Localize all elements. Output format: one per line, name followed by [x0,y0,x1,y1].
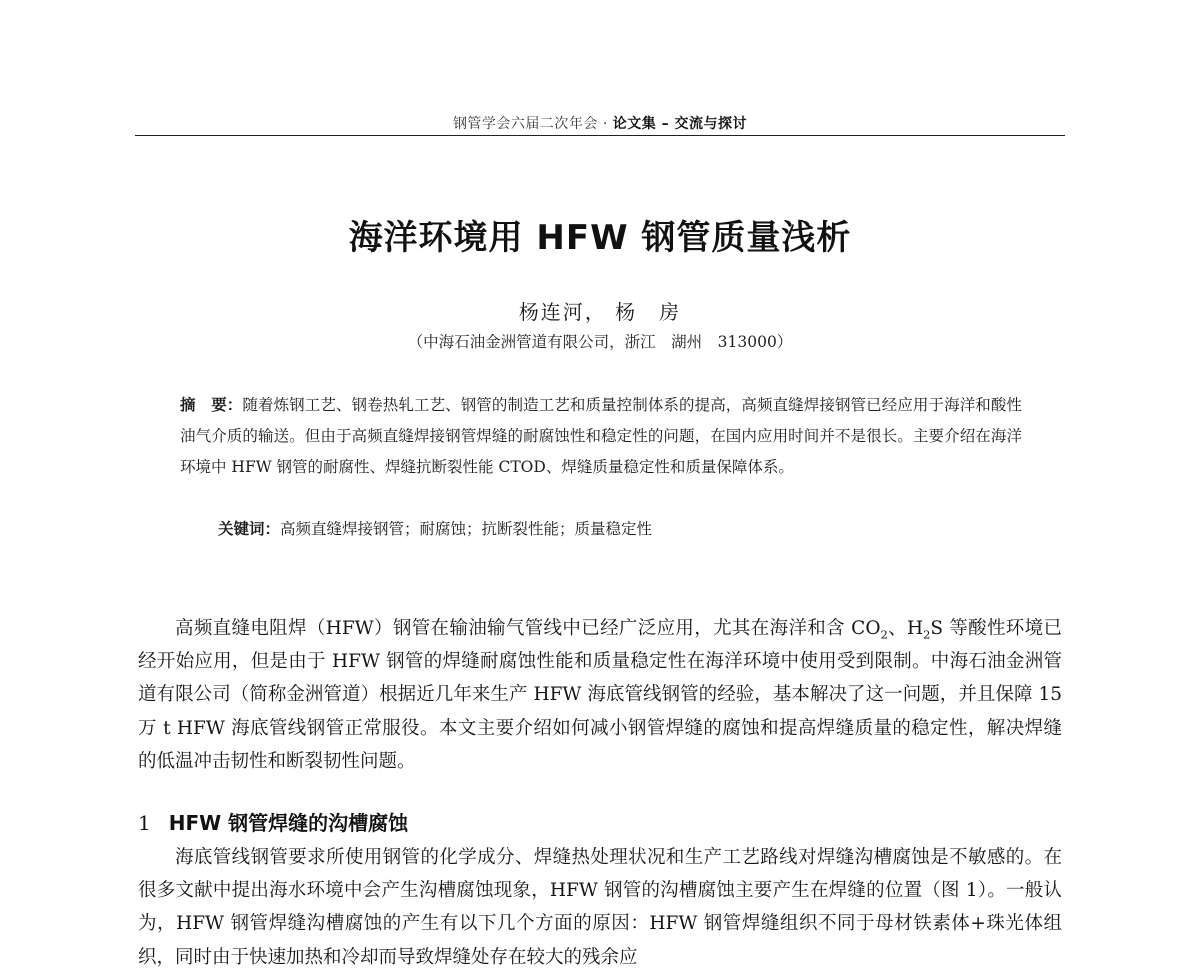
running-header-prefix: 钢管学会六届二次年会 · [452,116,608,132]
abstract-text: 随着炼钢工艺、钢卷热轧工艺、钢管的制造工艺和质量控制体系的提高，高频直缝焊接钢管已经应用于海洋和酸性油气介质的输送。但由于高频直缝焊接钢管焊缝的耐腐蚀性和稳定性的问题，在国内应用时间并不是很长。主要介绍在海洋环境中 HFW 钢管的耐腐性、焊缝抗断裂性能 CTOD、焊缝质量稳定性和质量保障体系。 [180,396,1022,476]
keywords [218,517,1018,539]
intro-text-3: S 等酸性环境已经开始应用，但是由于 HFW 钢管的焊缝耐腐蚀性能和质量稳定性在海洋环境中使用受到限制。中海石油金洲管道有限公司（简称金洲管道）根据近几年来生产 HFW 海底管线钢管的经验，基本解决了这一问题，并且保障 15 万 t HFW 海底管线钢管正常服役。本文主要介绍如何减小钢管焊缝的腐蚀和提高焊缝质量的稳定性，解决焊缝的低温冲击韧性和断裂韧性问题。 [138,618,1062,772]
intro-text-2: 、H [887,618,924,639]
abstract [180,390,1022,483]
section-1-paragraph: 海底管线钢管要求所使用钢管的化学成分、焊缝热处理状况和生产工艺路线对焊缝沟槽腐蚀是不敏感的。在很多文献中提出海水环境中会产生沟槽腐蚀现象，HFW 钢管的沟槽腐蚀主要产生在焊缝的位置（图 1）。一般认为，HFW 钢管焊缝沟槽腐蚀的产生有以下几个方面的原因：HFW 钢管焊缝组织不同于母材铁素体+珠光体组织，同时由于快速加热和冷却而导致焊缝处存在较大的残余应 [138,847,1062,968]
authors: 杨连河， 杨 房 [518,300,682,324]
intro-subscript-2: 2 [923,627,931,642]
running-header [135,113,1065,133]
keywords-label: 关键词： [218,520,281,538]
section-1-title: HFW 钢管焊缝的沟槽腐蚀 [168,811,409,835]
paper-title: 海洋环境用 HFW 钢管质量浅析 [348,218,852,258]
running-header-title: 论文集 – 交流与探讨 [612,116,748,132]
keywords-text: 高频直缝焊接钢管；耐腐蚀；抗断裂性能；质量稳定性 [280,520,653,538]
intro-text-1: 高频直缝电阻焊（HFW）钢管在输油输气管线中已经广泛应用，尤其在海洋和含 CO [175,618,881,639]
abstract-label: 摘 要： [180,396,243,414]
header-rule [135,135,1065,136]
intro-subscript-1: 2 [880,627,888,642]
affiliation: （中海石油金洲管道有限公司，浙江 湖州 313000） [407,333,793,351]
section-1-number: 1 [138,811,151,835]
intro-paragraph [138,612,1062,778]
section-1-heading [138,807,408,836]
